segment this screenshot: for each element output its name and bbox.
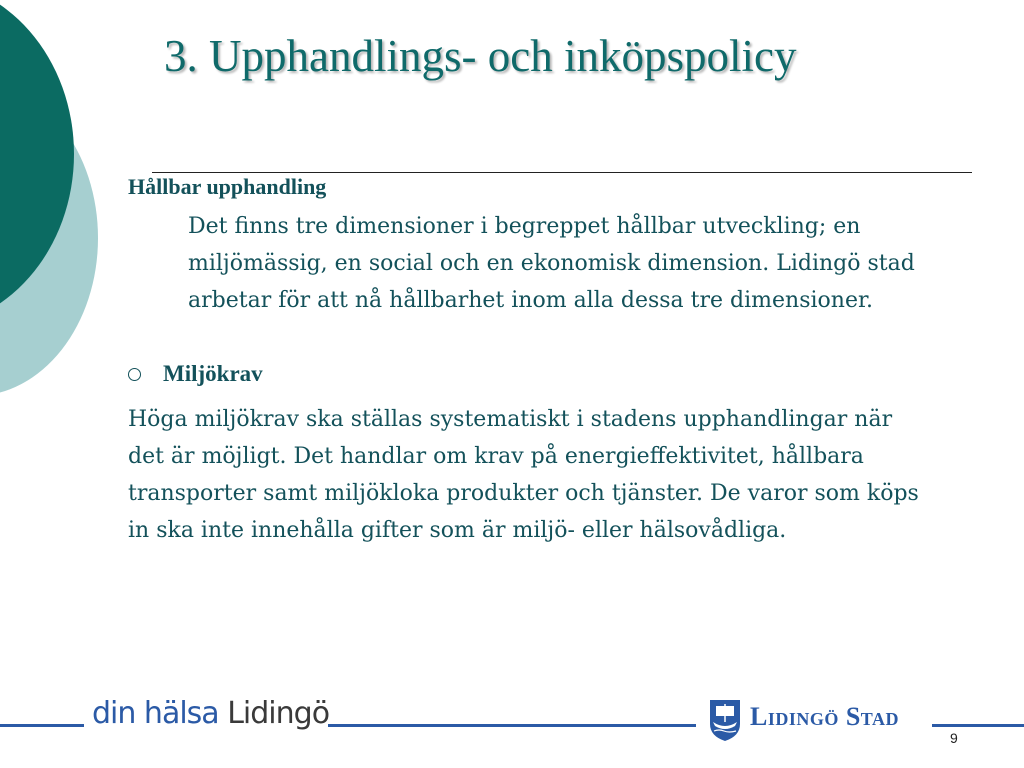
page-number: 9 bbox=[950, 730, 958, 746]
footer-line-left bbox=[0, 724, 84, 727]
logo-text: Lidingö Stad bbox=[750, 702, 899, 731]
bullet-paragraph: Höga miljökrav ska ställas systematiskt i stadens upphandlingar när det är möjligt. Det handlar om krav på energieffektivitet, hållbara transporter samt miljökloka produkter och tjänster. De varor som köps in ska inte innehålla gifter som är miljö- eller hälsovådliga. bbox=[128, 407, 919, 543]
footer-brand-part1: din hälsa bbox=[92, 696, 228, 731]
bullet-label: Miljökrav bbox=[163, 361, 263, 386]
section-heading: Hållbar upphandling bbox=[128, 174, 327, 199]
footer-line-middle bbox=[328, 724, 696, 727]
footer-brand bbox=[92, 696, 329, 731]
bullet-item bbox=[128, 361, 968, 387]
viking-ship-shield-icon bbox=[708, 698, 742, 742]
footer-line-right bbox=[932, 724, 1024, 727]
slide-body bbox=[128, 172, 968, 549]
footer-brand-part2: Lidingö bbox=[227, 696, 330, 731]
hollow-circle-bullet-icon bbox=[128, 368, 141, 381]
slide-title: 3. Upphandlings- och inköpspolicy bbox=[164, 31, 797, 81]
intro-paragraph: Det finns tre dimensioner i begreppet hållbar utveckling; en miljömässig, en social och en ekonomisk dimension. Lidingö stad arbetar för att nå hållbarhet inom alla dessa tre dimensioner. bbox=[188, 214, 915, 313]
